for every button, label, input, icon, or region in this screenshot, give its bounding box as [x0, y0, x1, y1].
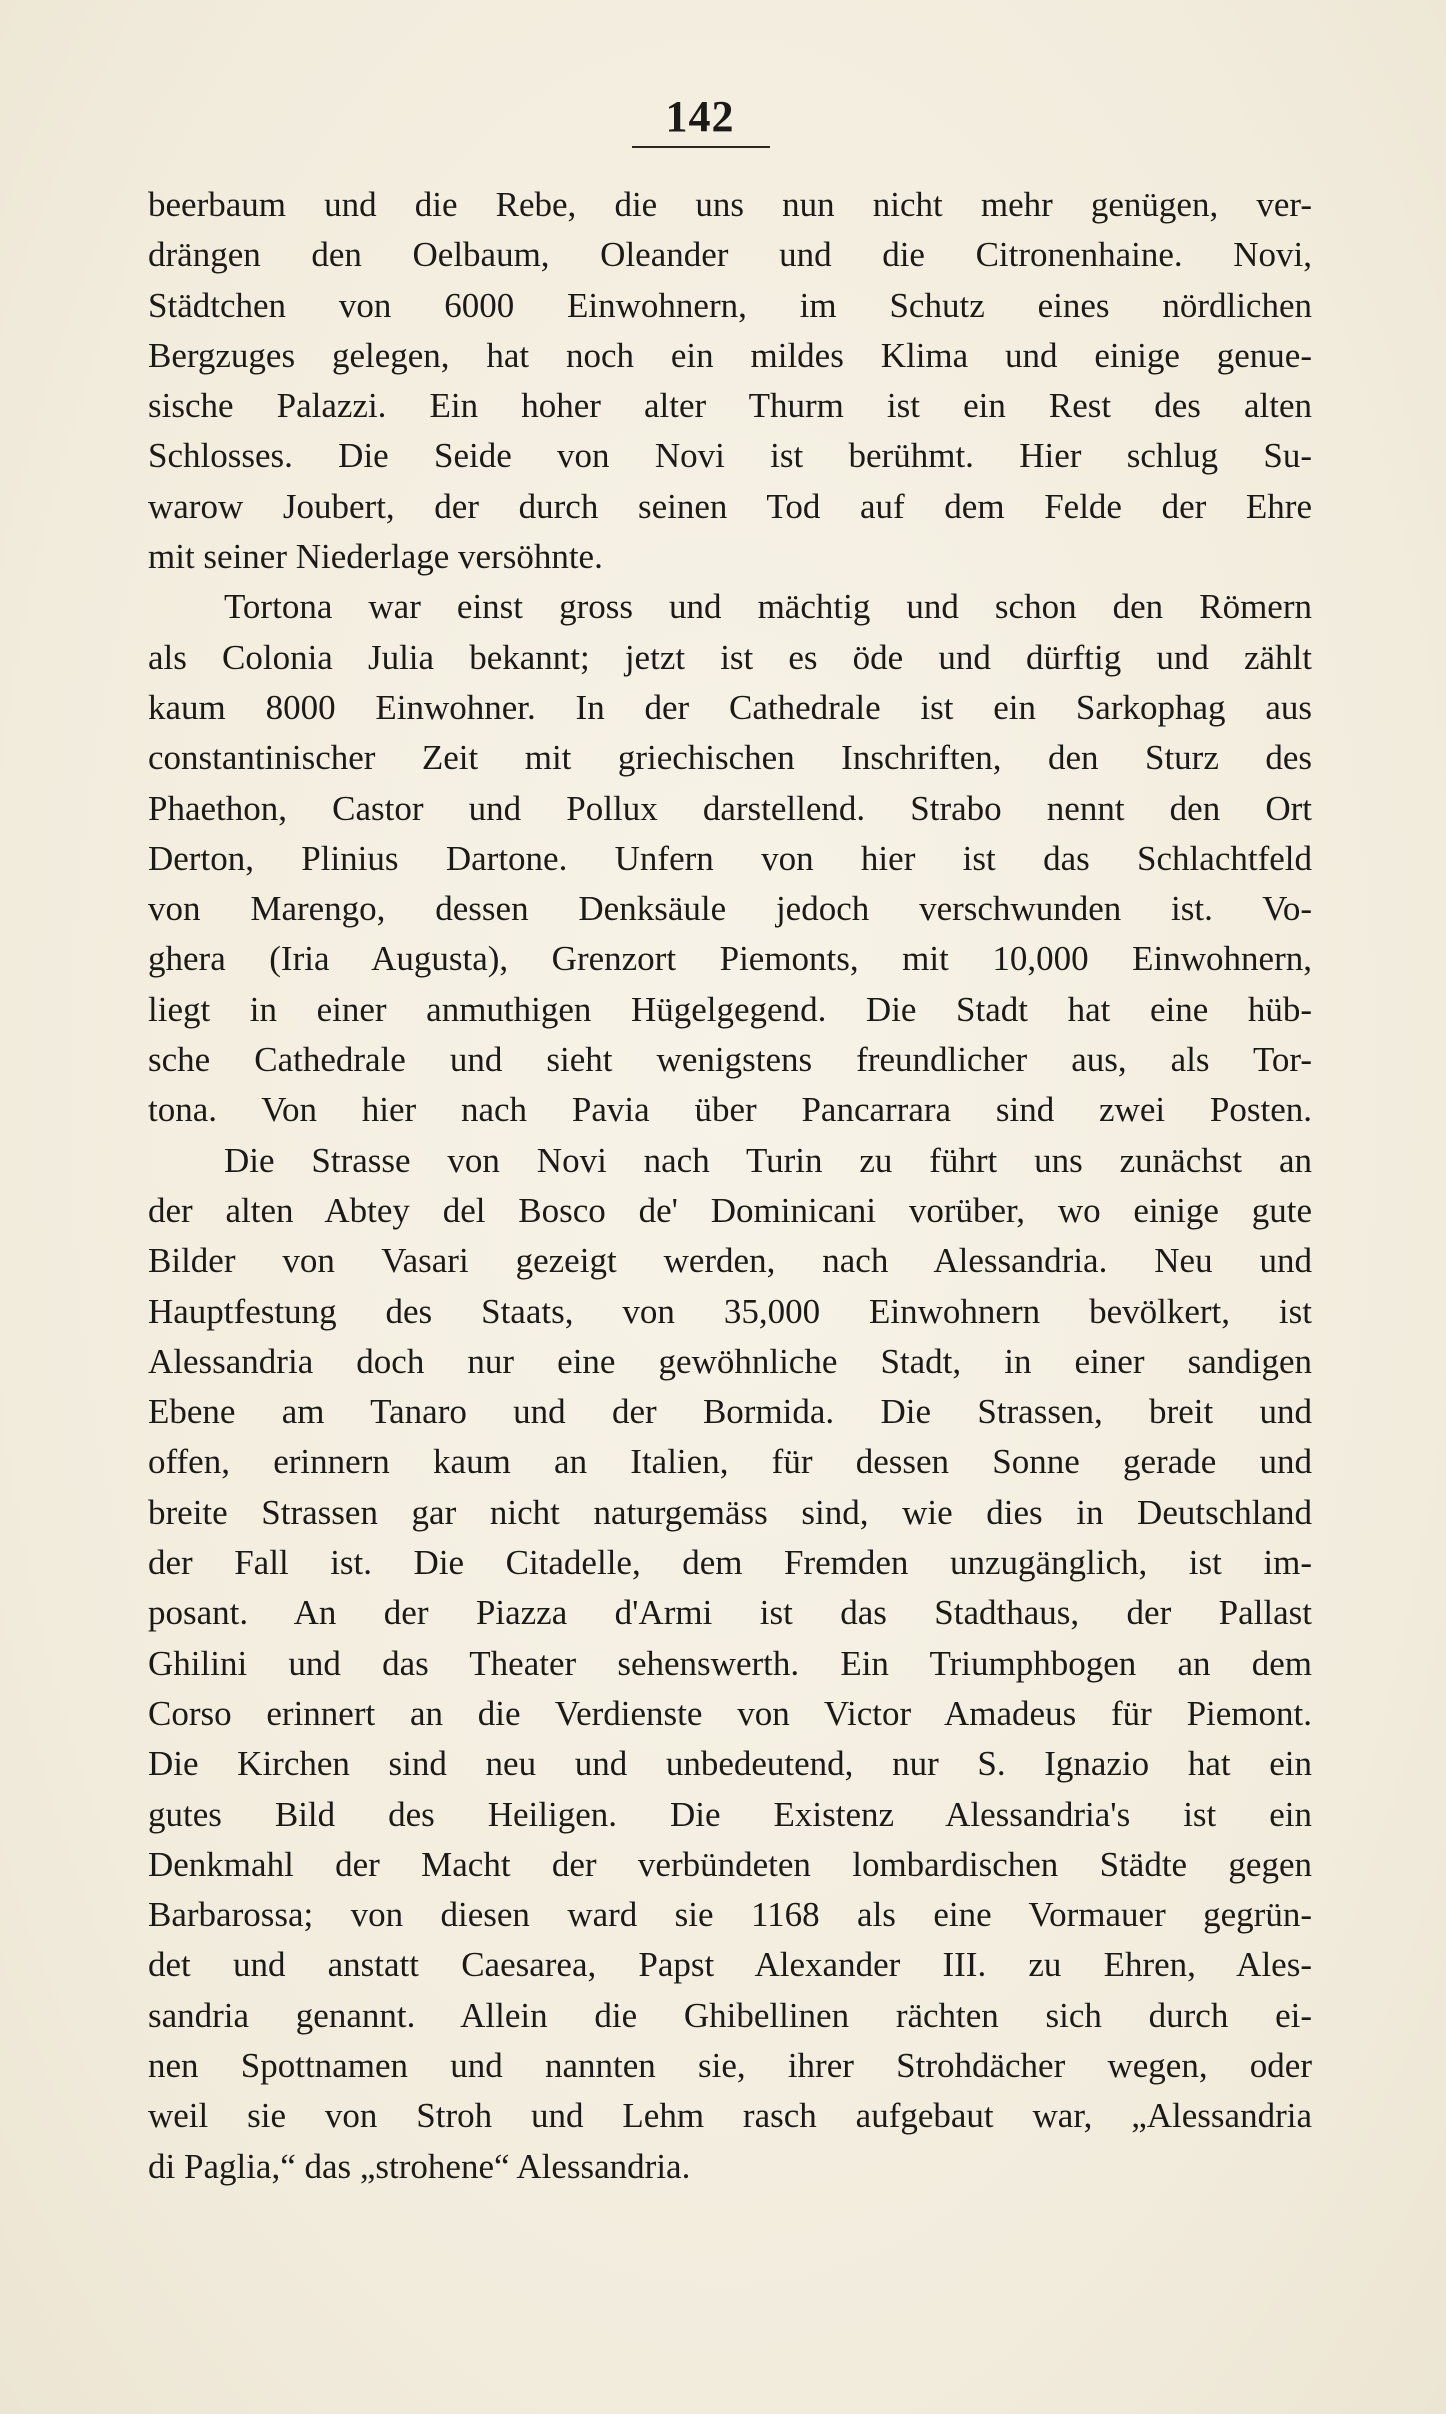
- text-line: mit seiner Niederlage versöhnte.: [148, 537, 603, 577]
- text-line: weil sie von Stroh und Lehm rasch aufgebaut war, „Alessandria: [148, 2096, 1312, 2136]
- text-line: Die Kirchen sind neu und unbedeutend, nur S. Ignazio hat ein: [148, 1744, 1312, 1784]
- text-line: liegt in einer anmuthigen Hügelgegend. Die Stadt hat eine hüb-: [148, 989, 1312, 1029]
- text-line: Hauptfestung des Staats, von 35,000 Einwohnern bevölkert, ist: [148, 1291, 1312, 1331]
- text-line: Bergzuges gelegen, hat noch ein mildes Klima und einige genue-: [148, 335, 1312, 375]
- text-line: warow Joubert, der durch seinen Tod auf dem Felde der Ehre: [148, 486, 1312, 526]
- page-number: 142: [665, 92, 735, 141]
- text-line: Alessandria doch nur eine gewöhnliche Stadt, in einer sandigen: [148, 1341, 1312, 1381]
- text-line: Schlosses. Die Seide von Novi ist berühmt. Hier schlug Su-: [148, 436, 1312, 476]
- text-line: di Paglia,“ das „strohene“ Alessandria.: [148, 2146, 691, 2186]
- text-line: gutes Bild des Heiligen. Die Existenz Alessandria's ist ein: [148, 1794, 1312, 1834]
- text-line: Barbarossa; von diesen ward sie 1168 als eine Vormauer gegrün-: [148, 1895, 1312, 1935]
- text-line: Phaethon, Castor und Pollux darstellend. Strabo nennt den Ort: [148, 788, 1312, 828]
- text-line: Ghilini und das Theater sehenswerth. Ein Triumphbogen an dem: [148, 1643, 1312, 1683]
- text-line: tona. Von hier nach Pavia über Pancarrara sind zwei Posten.: [148, 1090, 1312, 1130]
- text-line: constantinischer Zeit mit griechischen Inschriften, den Sturz des: [148, 738, 1312, 778]
- text-line: sche Cathedrale und sieht wenigstens freundlicher aus, als Tor-: [148, 1040, 1312, 1080]
- text-line: Städtchen von 6000 Einwohnern, im Schutz eines nördlichen: [148, 285, 1312, 325]
- text-line: der Fall ist. Die Citadelle, dem Fremden unzugänglich, ist im-: [148, 1543, 1312, 1583]
- text-line: nen Spottnamen und nannten sie, ihrer Strohdächer wegen, oder: [148, 2045, 1312, 2085]
- text-line: als Colonia Julia bekannt; jetzt ist es öde und dürftig und zählt: [148, 637, 1312, 677]
- text-line: breite Strassen gar nicht naturgemäss sind, wie dies in Deutschland: [148, 1492, 1312, 1532]
- text-line: Tortona war einst gross und mächtig und schon den Römern: [224, 587, 1312, 627]
- text-line: Die Strasse von Novi nach Turin zu führt uns zunächst an: [224, 1140, 1312, 1180]
- text-line: Derton, Plinius Dartone. Unfern von hier ist das Schlachtfeld: [148, 838, 1312, 878]
- text-line: kaum 8000 Einwohner. In der Cathedrale ist ein Sarkophag aus: [148, 687, 1312, 727]
- body-text: [148, 180, 1312, 2192]
- text-line: drängen den Oelbaum, Oleander und die Citronenhaine. Novi,: [148, 235, 1312, 275]
- text-line: Bilder von Vasari gezeigt werden, nach Alessandria. Neu und: [148, 1241, 1312, 1281]
- text-line: der alten Abtey del Bosco de' Dominicani vorüber, wo einige gute: [148, 1190, 1312, 1230]
- text-line: Denkmahl der Macht der verbündeten lombardischen Städte gegen: [148, 1844, 1312, 1884]
- text-line: beerbaum und die Rebe, die uns nun nicht mehr genügen, ver-: [148, 185, 1312, 224]
- text-line: ghera (Iria Augusta), Grenzort Piemonts, mit 10,000 Einwohnern,: [148, 939, 1312, 979]
- text-line: sische Palazzi. Ein hoher alter Thurm ist ein Rest des alten: [148, 386, 1312, 426]
- text-line: sandria genannt. Allein die Ghibellinen rächten sich durch ei-: [148, 1995, 1312, 2035]
- text-line: offen, erinnern kaum an Italien, für dessen Sonne gerade und: [148, 1442, 1312, 1482]
- header-rule: [632, 146, 770, 148]
- text-line: von Marengo, dessen Denksäule jedoch verschwunden ist. Vo-: [148, 889, 1312, 929]
- text-line: det und anstatt Caesarea, Papst Alexander III. zu Ehren, Ales-: [148, 1945, 1312, 1985]
- text-line: posant. An der Piazza d'Armi ist das Stadthaus, der Pallast: [148, 1593, 1312, 1633]
- text-line: Corso erinnert an die Verdienste von Victor Amadeus für Piemont.: [148, 1693, 1312, 1733]
- text-line: Ebene am Tanaro und der Bormida. Die Strassen, breit und: [148, 1392, 1312, 1432]
